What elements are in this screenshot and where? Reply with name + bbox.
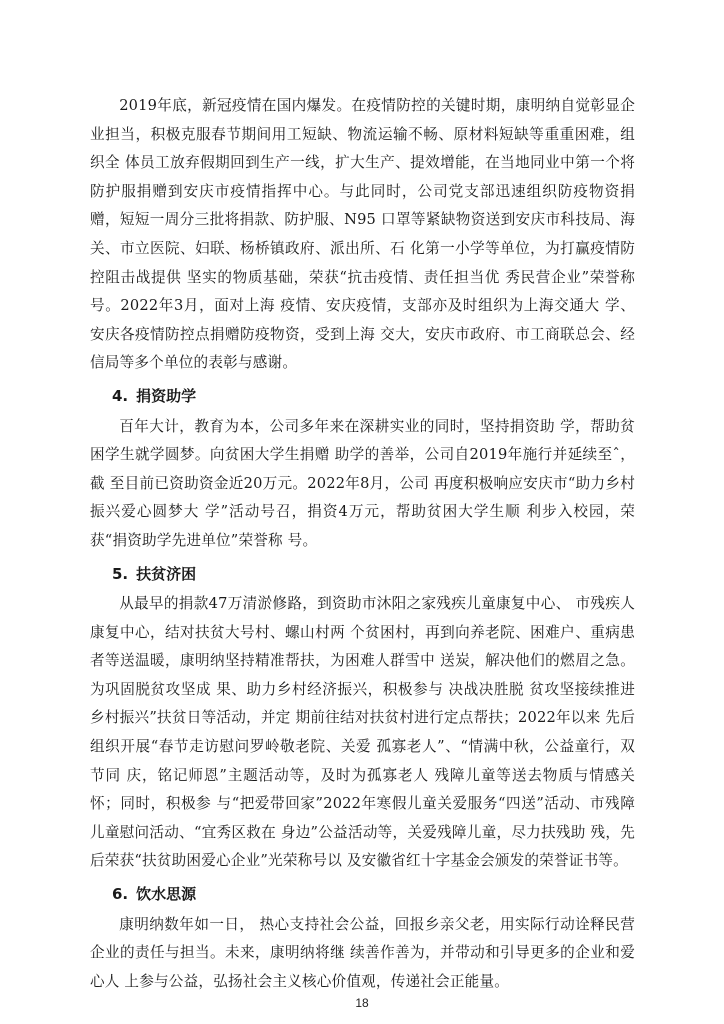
- section-heading-giving-back: [112, 880, 635, 909]
- page-body: [90, 92, 635, 996]
- paragraph-giving-back: 康明纳数年如一日， 热心支持社会公益，回报乡亲父老，用实际行动诠释民营企业的责任与担当。未来，康明纳将继 续善作善为，并带动和引导更多的企业和爱心人 上参与公益，弘扬社会主义核心价值观，传递社会正能量。: [90, 915, 635, 990]
- section-heading-poverty-relief: [112, 560, 635, 589]
- section-title: 捐资助学: [136, 386, 197, 405]
- paragraph-poverty-relief: 从最早的捐款47万清淤修路，到资助市沐阳之家残疾儿童康复中心、 市残疾人康复中心，结对扶贫大号村、螺山村两 个贫困村，再到向养老院、困难户、重病患者等送温暖，康明纳坚持精准帮扶，为困难人群雪中 送炭，解决他们的燃眉之急。为巩固脱贫攻坚成 果、助力乡村经济振兴，积极参与 决战决胜脱 贫攻坚接续推进乡村振兴”扶贫日等活动，并定 期前往结对扶贫村进行定点帮扶；2022年以来 先后组织开展“春节走访慰问罗岭敬老院、关爱 孤寡老人”、“情满中秋，公益童行，双节同 庆，铭记师恩”主题活动等，及时为孤寡老人 残障儿童等送去物质与情感关怀；同时，积极参 与“把爱带回家”2022年寒假儿童关爱服务“四送”活动、市残障儿童慰问活动、“宜秀区救在 身边”公益活动等，关爱残障儿童，尽力扶残助 残，先后荣获“扶贫助困爱心企业”光荣称号以 及安徽省红十字基金会颁发的荣誉证书等。: [90, 595, 635, 870]
- section-heading-education: [112, 382, 635, 411]
- paragraph-education-donation: 百年大计，教育为本，公司多年来在深耕实业的同时，坚持捐资助 学，帮助贫困学生就学圆梦。向贫困大学生捐赠 助学的善举，公司自2019年施行并延续至ˆ，截 至目前已资助资金近20万元。2022年8月，公司 再度积极响应安庆市“助力乡村振兴爱心圆梦大 学”活动号召，捐资4万元，帮助贫困大学生顺 利步入校园，荣获“捐资助学先进单位”荣誉称 号。: [90, 417, 635, 549]
- section-title: 饮水思源: [136, 885, 197, 904]
- paragraph-covid-response: 2019年底，新冠疫情在国内爆发。在疫情防控的关键时期，康明纳自觉彰显企业担当，积极克服春节期间用工短缺、物流运输不畅、原材料短缺等重重困难，组织全 体员工放弃假期回到生产一线，扩大生产、提效增能，在当地同业中第一个将防护服捐赠到安庆市疫情指挥中心。与此同时，公司党支部迅速组织防疫物资捐赠，短短一周分三批将捐款、防护服、N95 口罩等紧缺物资送到安庆市科技局、海关、市立医院、妇联、杨桥镇政府、派出所、石 化第一小学等单位，为打赢疫情防控阻击战提供 坚实的物质基础，荣获“抗击疫情、责任担当优 秀民营企业”荣誉称号。2022年3月，面对上海 疫情、安庆疫情，支部亦及时组织为上海交通大 学、安庆各疫情防控点捐赠防疫物资，受到上海 交大，安庆市政府、市工商联总会、经信局等多个单位的表彰与感谢。: [90, 97, 635, 372]
- page-number: 18: [355, 996, 369, 1010]
- section-title: 扶贫济困: [136, 564, 197, 583]
- section-number: 4.: [112, 386, 129, 405]
- section-number: 5.: [112, 564, 129, 583]
- section-number: 6.: [112, 885, 129, 904]
